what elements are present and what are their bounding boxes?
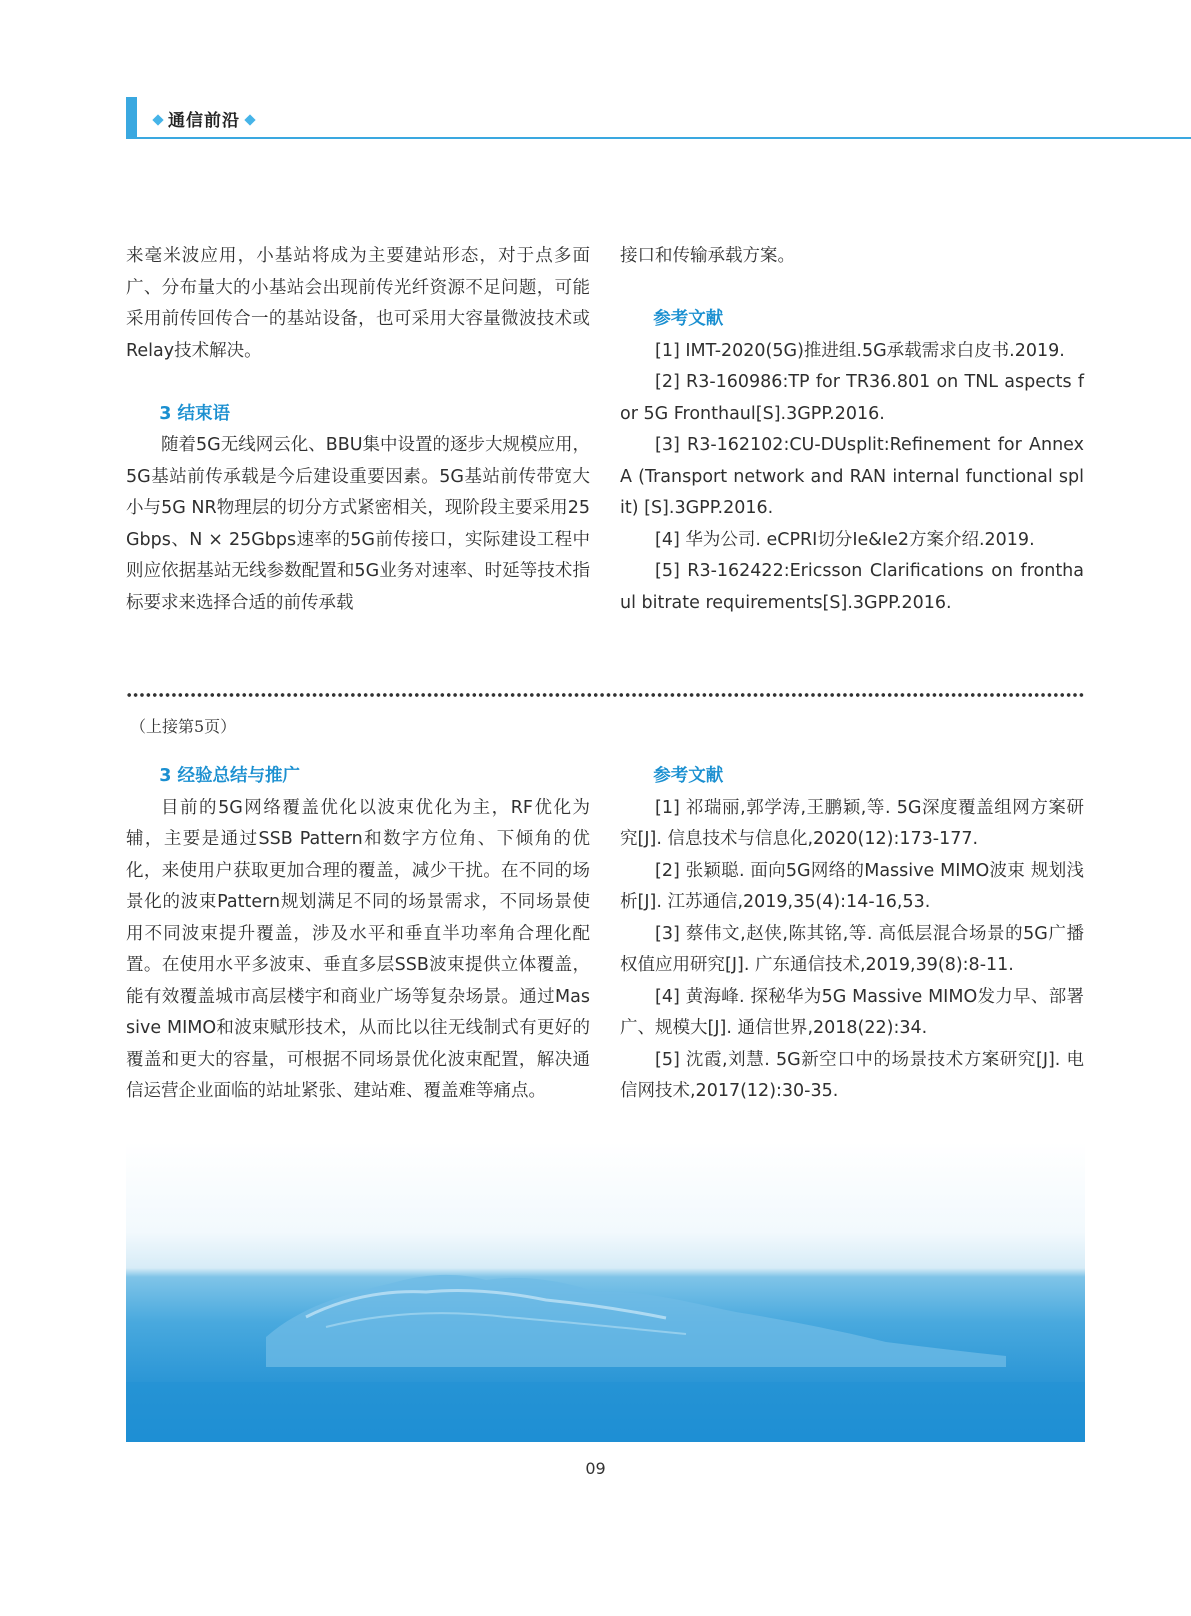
section-header-label: 通信前沿 <box>168 111 240 131</box>
references-heading: 参考文献 <box>653 766 724 786</box>
section-heading: 3 经验总结与推广 <box>159 766 301 786</box>
article-column-right-top <box>620 241 1084 619</box>
header-rule <box>137 137 1191 139</box>
article-column-right-bottom <box>620 761 1084 1108</box>
reference-item: [5] 沈霞,刘慧. 5G新空口中的场景技术方案研究[J]. 电信网技术,2017(12):30-35. <box>620 1049 1084 1101</box>
reference-item: [3] 蔡伟文,赵侠,陈其铭,等. 高低层混合场景的5G广播权值应用研究[J]. 广东通信技术,2019,39(8):8-11. <box>620 923 1084 975</box>
header-accent-bar <box>126 97 137 139</box>
island-illustration <box>126 1142 1085 1442</box>
reference-item: [2] R3-160986:TP for TR36.801 on TNL aspects for 5G Fronthaul[S].3GPP.2016. <box>620 372 1084 424</box>
paragraph: 目前的5G网络覆盖优化以波束优化为主，RF优化为辅，主要是通过SSB Pattern和数字方位角、下倾角的优化，来使用户获取更加合理的覆盖，减少干扰。在不同的场景化的波束Pattern规划满足不同的场景需求，不同场景使用不同波束提升覆盖，涉及水平和垂直半功率角合理化配置。在使用水平多波束、垂直多层SSB波束提供立体覆盖，能有效覆盖城市高层楼宇和商业广场等复杂场景。通过Massive MIMO和波束赋形技术，从而比以往无线制式有更好的覆盖和更大的容量，可根据不同场景优化波束配置，解决通信运营企业面临的站址紧张、建站难、覆盖难等痛点。 <box>126 797 590 1101</box>
continued-note: （上接第5页） <box>130 717 237 736</box>
reference-item: [2] 张颖聪. 面向5G网络的Massive MIMO波束 规划浅析[J]. 江苏通信,2019,35(4):14-16,53. <box>620 860 1084 912</box>
reference-item: [3] R3-162102:CU-DUsplit:Refinement for Annex A (Transport network and RAN internal functional split) [S].3GPP.2016. <box>620 435 1084 518</box>
page-number: 09 <box>585 1459 606 1478</box>
sea-island-image <box>126 1142 1085 1442</box>
section-header <box>148 106 260 131</box>
paragraph: 随着5G无线网云化、BBU集中设置的逐步大规模应用，5G基站前传承载是今后建设重要因素。5G基站前传带宽大小与5G NR物理层的切分方式紧密相关，现阶段主要采用25Gbps、N × 25Gbps速率的5G前传接口，实际建设工程中则应依据基站无线参数配置和5G业务对速率、时延等技术指标要求来选择合适的前传承载 <box>126 435 591 613</box>
reference-item: [4] 华为公司. eCPRI切分Ie&Ie2方案介绍.2019. <box>655 529 1035 550</box>
reference-item: [1] 祁瑞丽,郭学涛,王鹏颖,等. 5G深度覆盖组网方案研究[J]. 信息技术与信息化,2020(12):173-177. <box>620 797 1084 849</box>
diamond-icon <box>152 114 163 125</box>
dotted-divider <box>126 692 1086 698</box>
paragraph: 来毫米波应用，小基站将成为主要建站形态，对于点多面广、分布量大的小基站会出现前传光纤资源不足问题，可能采用前传回传合一的基站设备，也可采用大容量微波技术或Relay技术解决。 <box>126 246 590 361</box>
reference-item: [4] 黄海峰. 探秘华为5G Massive MIMO发力早、部署广、规模大[J]. 通信世界,2018(22):34. <box>620 986 1084 1038</box>
article-column-left-top <box>126 241 590 619</box>
reference-item: [5] R3-162422:Ericsson Clarifications on fronthaul bitrate requirements[S].3GPP.2016. <box>620 561 1084 613</box>
paragraph: 接口和传输承载方案。 <box>620 246 795 266</box>
reference-item: [1] IMT-2020(5G)推进组.5G承载需求白皮书.2019. <box>655 340 1065 361</box>
diamond-icon <box>244 114 255 125</box>
article-column-left-bottom <box>126 761 590 1108</box>
section-heading: 3 结束语 <box>159 403 231 424</box>
references-heading: 参考文献 <box>653 309 724 329</box>
